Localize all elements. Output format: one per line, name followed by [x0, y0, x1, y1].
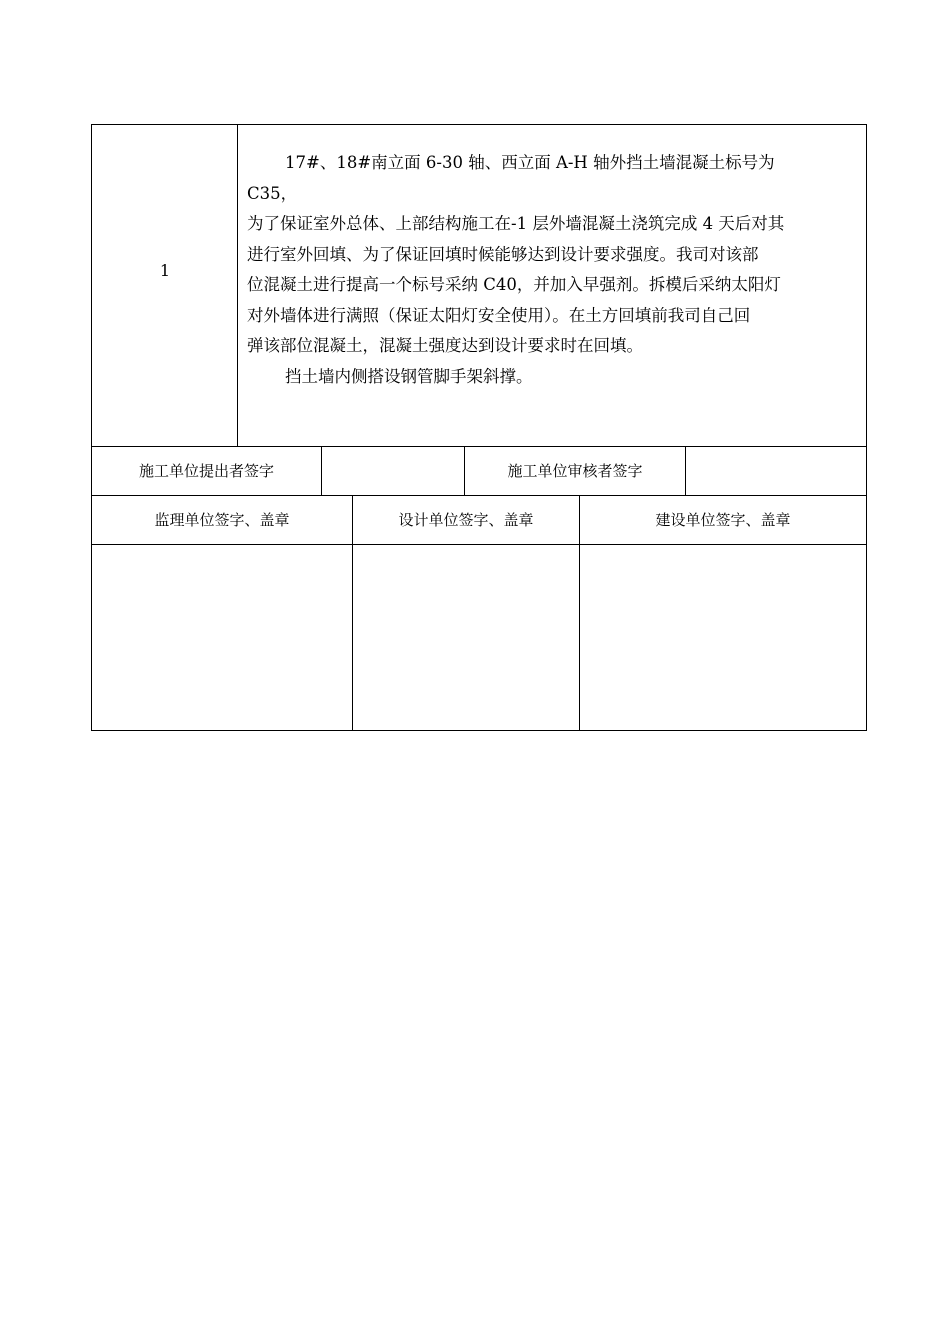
signature-row [91, 446, 867, 496]
paragraph-2: 挡土墙内侧搭设钢管脚手架斜撑。 [285, 366, 533, 386]
construction-stamp-label: 建设单位签字、盖章 [655, 511, 791, 529]
design-stamp-label: 设计单位签字、盖章 [398, 511, 534, 529]
paragraph-line-3: 为了保证室外总体、上部结构施工在-1 层外墙混凝土浇筑完成 4 天后对其 [247, 214, 785, 233]
paragraph-line-5: 位混凝土进行提高一个标号采纳 C40，并加入早强剂。拆模后采纳太阳灯 [247, 275, 781, 294]
paragraph-line-1: 17#、18#南立面 6-30 轴、西立面 A-H 轴外挡土墙混凝土标号为 [285, 153, 775, 172]
stamp-area-row [91, 544, 867, 731]
construction-stamp-area[interactable] [580, 544, 866, 729]
proposer-signature-label: 施工单位提出者签字 [138, 462, 274, 480]
design-stamp-area[interactable] [353, 544, 579, 729]
supervision-stamp-label: 监理单位签字、盖章 [154, 511, 290, 529]
paragraph-line-2: C35， [247, 183, 298, 203]
paragraph-line-7: 弹该部位混凝土，混凝土强度达到设计要求时在回填。 [247, 336, 643, 355]
item-number: 1 [159, 261, 171, 280]
reviewer-signature-label: 施工单位审核者签字 [507, 462, 643, 480]
paragraph-line-6: 对外墙体进行满照（保证太阳灯安全使用）。在土方回填前我司自己回 [247, 305, 751, 325]
reviewer-signature-field[interactable] [686, 446, 866, 494]
content-text [247, 148, 859, 392]
supervision-stamp-area[interactable] [92, 544, 352, 729]
stamp-header-row [91, 495, 867, 545]
paragraph-line-4: 进行室外回填、为了保证回填时候能够达到设计要求强度。我司对该部 [247, 244, 759, 264]
proposer-signature-field[interactable] [322, 446, 464, 494]
column-divider [237, 125, 238, 446]
